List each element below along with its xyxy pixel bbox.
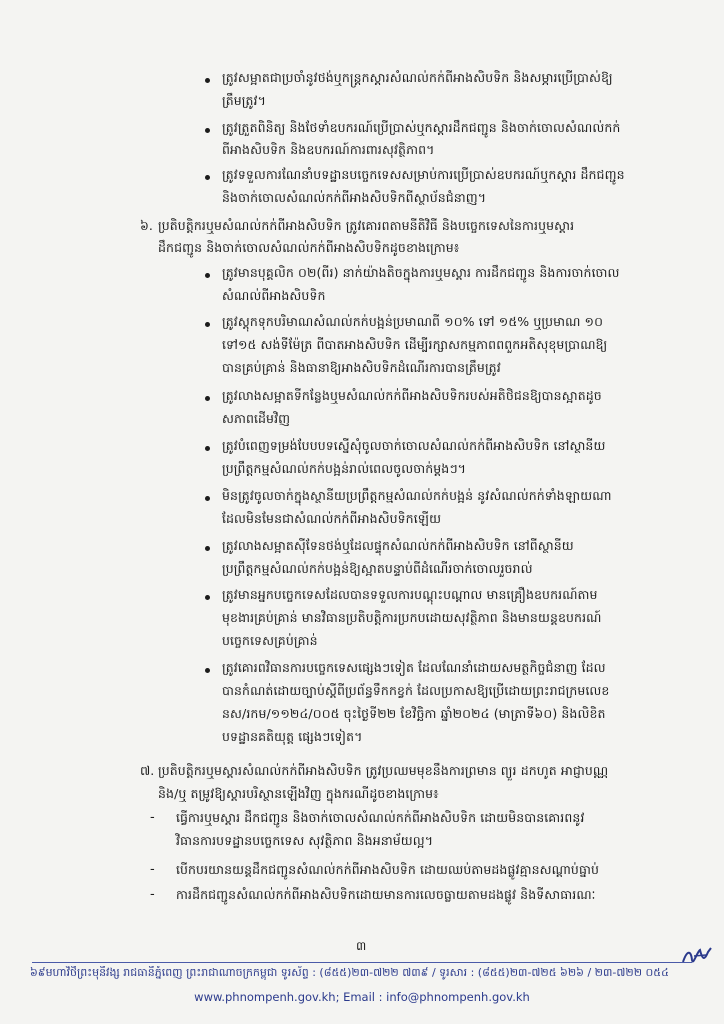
section-number: ៦. [140,218,153,233]
bullet-text-line: ប្រព្រឹត្តកម្មសំណល់កក់បង្អន់រាល់ពេលចូលចាក់ម្តងៗ។ [222,461,467,476]
bullet-text-line: ត្រឹមត្រូវ។ [222,93,266,108]
bullet-text-line: បានគ្រប់គ្រាន់ និងធានាឱ្យអាងសិបទិកដំណើរការបានត្រឹមត្រូវ [222,360,501,375]
dash-text-line: ការដឹកជញ្ជូនសំណល់កក់ពីអាងសិបទិកដោយមានការលេចធ្លាយតាមដងផ្លូវ និងទីសាធារណៈ [176,887,596,902]
section-heading-line: និង/ឬ តម្រូវឱ្យស្តារបរិស្ថានឡើងវិញ ក្នុងករណីដូចខាងក្រោម៖ [158,786,439,801]
bullet-text-line: ត្រូវមានបុគ្គលិក ០២(ពីរ) នាក់យ៉ាងតិចក្នុងការឬមស្តារ ការដឹកជញ្ជូន និងការចាក់ចោល [222,265,620,280]
bullet-text-line: បានកំណត់ដោយច្បាប់ស្តីពីប្រព័ន្ធទឹកកខ្វក់ ដែលប្រកាសឱ្យប្រើដោយព្រះរាជក្រមលេខ [222,683,610,698]
bullet-dot [205,396,210,401]
footer-divider [32,962,692,963]
section-heading-line: ដឹកជញ្ជូន និងចាក់ចោលសំណល់កក់ពីអាងសិបទិកដូចខាងក្រោម៖ [158,240,460,255]
bullet-text-line: ត្រូវមានអ្នកបច្ចេកទេសដែលបានទទួលការបណ្តុះបណ្តាល មានគ្រឿងឧបករណ៍តាម [222,587,598,602]
bullet-text-line: ប្រព្រឹត្តកម្មសំណល់កក់បង្អន់ឱ្យស្អាតបន្ទាប់ពីដំណើរចាក់ចោលរួចរាល់ [222,561,533,576]
footer-contact-link[interactable]: www.phnompenh.gov.kh; Email : info@phnompenh.gov.kh [194,990,530,1004]
bullet-dot [205,496,210,501]
dash-text-line: បើកបរយានយន្តដឹកជញ្ជូនសំណល់កក់ពីអាងសិបទិក ដោយឈប់តាមដងផ្លូវគ្មានសណ្តាប់ធ្នាប់ [176,862,600,877]
footer-address: ៦៩មហាវិថីព្រះមុនីវង្ស រាជធានីភ្នំពេញ ព្រះរាជាណាចក្រកម្ពុជា ទូរស័ព្ទ : (៨៥៥)២៣-៧២២ ៧៣៩ / ទូរសារ : (៨៥៥)២៣-៧២៥ ៦២៦ / ២៣-៧២២ ០៥៤ [30,966,669,979]
bullet-dot [205,668,210,673]
bullet-text-line: បច្ចេកទេសគ្រប់គ្រាន់ [222,633,318,648]
bullet-text-line: ត្រូវសម្អាតជាប្រចាំនូវថង់ឬកន្ត្រកស្តារសំណល់កក់ពីអាងសិបទិក និងសម្ភារប្រើប្រាស់ឱ្យ [222,70,613,85]
bullet-dot [205,322,210,327]
bullet-text-line: បទដ្ឋានគតិយុត្ត ផ្សេងៗទៀត។ [222,729,363,744]
bullet-dot [205,128,210,133]
section-heading-line: ប្រតិបត្តិករឬមស្តារសំណល់កក់ពីអាងសិបទិក ត្រូវប្រឈមមុខនឹងការព្រមាន ព្យួរ ដកហូត អាជ្ញាបណ្ណ [158,763,609,778]
bullet-text-line: ត្រូវទទួលការណែនាំបទដ្ឋានបច្ចេកទេសសម្រាប់ការប្រើប្រាស់ឧបករណ៍ឬកស្តារ ដឹកជញ្ជូន [222,167,625,182]
bullet-text-line: មុខងារគ្រប់គ្រាន់ មានវិធានប្រតិបត្តិការប្រកបដោយសុវត្ថិភាព និងមានយន្តឧបករណ៍ [222,610,602,625]
bullet-text-line: ពីអាងសិបទិក និងឧបករណ៍ការពារសុវត្ថិភាព។ [222,142,435,157]
bullet-text-line: ត្រូវគោរពវិធានការបច្ចេកទេសផ្សេងៗទៀត ដែលណែនាំដោយសមត្ថកិច្ចជំនាញ ដែល [222,660,606,675]
bullet-text-line: ត្រូវត្រួតពិនិត្យ និងថែទាំឧបករណ៍ប្រើប្រាស់ឬកស្តារដឹកជញ្ជូន និងចាក់ចោលសំណល់កក់ [222,120,621,135]
dash-text-line: វិធានការបទដ្ឋានបច្ចេកទេស សុវត្ថិភាព និងអនាម័យល្អ។ [176,833,434,848]
bullet-text-line: ទៅ១៥ សង់ទីម៉ែត្រ ពីបាតអាងសិបទិក ដើម្បីរក្សាសកម្មភាពពពួកអតិសុខុមប្រាណឱ្យ [222,337,608,352]
dash-marker: - [150,887,155,902]
bullet-text-line: សភាពដើមវិញ [222,411,291,426]
signature-mark-icon [680,944,714,968]
bullet-text-line: ដែលមិនមែនជាសំណល់កក់ពីអាងសិបទិកឡើយ [222,511,442,526]
bullet-text-line: នស/រកម/១១២៤/០០៥ ចុះថ្ងៃទី២២ ខែវិច្ឆិកា ឆ្នាំ២០២៤ (មាត្រាទី៦០) និងលិខិត [222,706,606,721]
bullet-dot [205,446,210,451]
bullet-text-line: និងចាក់ចោលសំណល់កក់ពីអាងសិបទិកពីស្ថាប័នជំនាញ។ [222,190,487,205]
dash-text-line: ធ្វើការឬមស្តារ ដឹកជញ្ជូន និងចាក់ចោលសំណល់កក់ពីអាងសិបទិក ដោយមិនបានគោរពនូវ [176,810,585,825]
bullet-text-line: ត្រូវស្តុកទុកបរិមាណសំណល់កក់បង្អន់ប្រមាណពី ១០% ទៅ ១៥% ឬប្រមាណ ១០ [222,314,604,329]
bullet-text-line: ត្រូវលាងសម្អាតស៊ីទែនថង់ឬដែលផ្ទុកសំណល់កក់ពីអាងសិបទិក នៅពីស្ថានីយ [222,538,574,553]
bullet-dot [205,546,210,551]
bullet-dot [205,175,210,180]
page-number: ៣ [356,939,367,953]
bullet-dot [205,78,210,83]
section-number: ៧. [140,763,155,778]
bullet-text-line: សំណល់ពីអាងសិបទិក [222,288,326,303]
bullet-text-line: មិនត្រូវចូលចាក់ក្នុងស្ថានីយប្រព្រឹត្តកម្មសំណល់កក់បង្អន់ នូវសំណល់កក់ទាំងឡាយណា [222,488,612,503]
section-heading-line: ប្រតិបត្តិករឬមសំណល់កក់ពីអាងសិបទិក ត្រូវគោរពតាមនីតិវិធី និងបច្ចេកទេសនៃការឬមស្តារ [158,218,575,233]
bullet-dot [205,595,210,600]
bullet-dot [205,273,210,278]
dash-marker: - [150,810,155,825]
dash-marker: - [150,862,155,877]
bullet-text-line: ត្រូវបំពេញទម្រង់បែបបទស្នើសុំចូលចាក់ចោលសំណល់កក់ពីអាងសិបទិក នៅស្ថានីយ [222,438,606,453]
bullet-text-line: ត្រូវលាងសម្អាតទីកន្លែងឬមសំណល់កក់ពីអាងសិបទិករបស់អតិថិជនឱ្យបានស្អាតដូច [222,388,602,403]
